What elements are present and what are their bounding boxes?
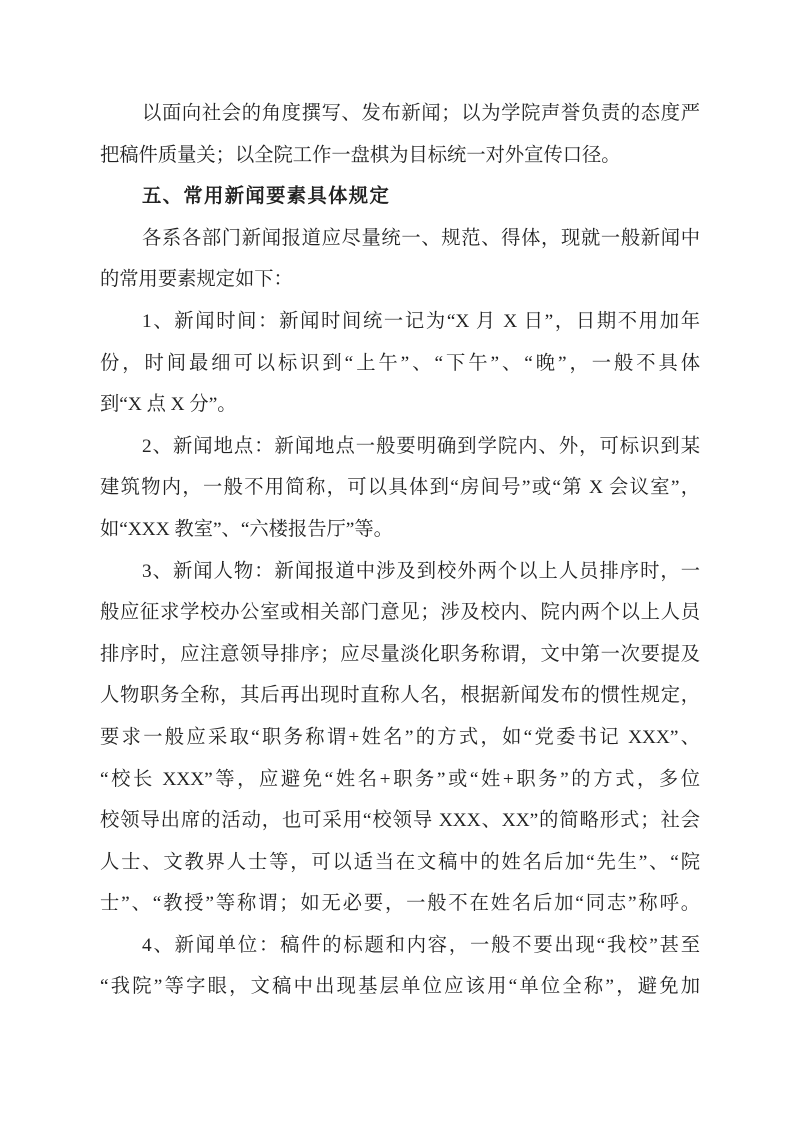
text-line: 4、新闻单位：稿件的标题和内容，一般不要出现“我校”甚至 xyxy=(142,934,700,956)
text-line: 校领导出席的活动，也可采用“校领导 XXX、XX”的简略形式；社会 xyxy=(100,810,700,832)
paragraph-item-4-news-unit xyxy=(100,925,700,1008)
text-line: 般应征求学校办公室或相关部门意见；涉及校内、院内两个以上人员 xyxy=(100,602,700,624)
text-line: “我院”等字眼，文稿中出现基层单位应该用“单位全称”，避免加 xyxy=(100,976,700,998)
paragraph-section-heading xyxy=(100,176,700,218)
text-line: 到“X 点 X 分”。 xyxy=(100,394,237,416)
text-line: 3、新闻人物：新闻报道中涉及到校外两个以上人员排序时，一 xyxy=(142,560,700,582)
text-line: 各系各部门新闻报道应尽量统一、规范、得体，现就一般新闻中 xyxy=(142,227,700,249)
paragraph-item-3-news-person xyxy=(100,551,700,925)
text-line: 以面向社会的角度撰写、发布新闻；以为学院声誉负责的态度严 xyxy=(142,103,700,124)
text-line: “校长 XXX”等，应避免“姓名+职务”或“姓+职务”的方式，多位 xyxy=(100,768,700,790)
paragraph-item-1-news-time xyxy=(100,301,700,426)
text-line: 建筑物内，一般不用简称，可以具体到“房间号”或“第 X 会议室”， xyxy=(100,477,700,499)
paragraph-lead-in xyxy=(100,218,700,301)
text-line: 的常用要素规定如下： xyxy=(100,269,293,291)
text-line: 2、新闻地点：新闻地点一般要明确到学院内、外，可标识到某 xyxy=(142,435,700,457)
text-line: 人士、文教界人士等，可以适当在文稿中的姓名后加“先生”、“院 xyxy=(100,851,700,873)
text-line: 如“XXX 教室”、“六楼报告厅”等。 xyxy=(100,518,393,540)
text-line: 1、新闻时间：新闻时间统一记为“X 月 X 日”，日期不用加年 xyxy=(142,310,700,332)
paragraph-item-2-news-place xyxy=(100,426,700,551)
paragraph-intro xyxy=(100,93,700,176)
section-heading: 五、常用新闻要素具体规定 xyxy=(142,186,391,208)
document-body xyxy=(100,93,700,1008)
text-line: 排序时，应注意领导排序；应尽量淡化职务称谓，文中第一次要提及 xyxy=(100,643,700,665)
text-line: 士”、“教授”等称谓；如无必要，一般不在姓名后加“同志”称呼。 xyxy=(100,893,700,915)
text-line: 人物职务全称，其后再出现时直称人名，根据新闻发布的惯性规定， xyxy=(100,685,700,707)
text-line: 把稿件质量关；以全院工作一盘棋为目标统一对外宣传口径。 xyxy=(100,144,621,166)
text-line: 份，时间最细可以标识到“上午”、“下午”、“晚”，一般不具体 xyxy=(100,352,700,374)
text-line: 要求一般应采取“职务称谓+姓名”的方式，如“党委书记 XXX”、 xyxy=(100,726,700,748)
